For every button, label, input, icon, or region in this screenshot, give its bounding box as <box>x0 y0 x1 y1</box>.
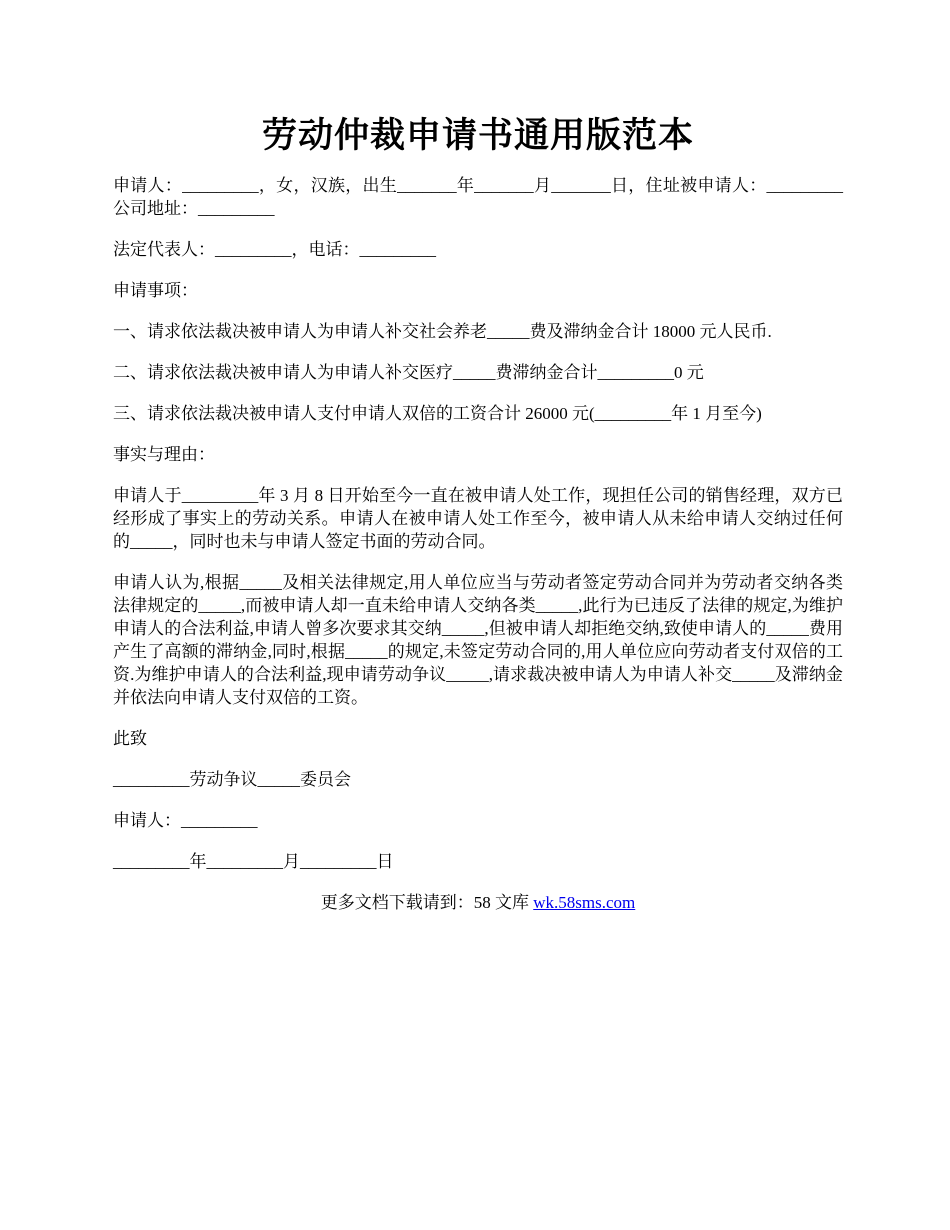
download-footer <box>113 891 843 914</box>
document-page <box>113 108 843 914</box>
document-title: 劳动仲裁申请书通用版范本 <box>261 116 694 155</box>
footer-text: 更多文档下载请到：58 文库 <box>320 893 534 912</box>
facts-paragraph: 申请人于_________年 3 月 8 日开始至今一直在被申请人处工作，现担任公司的销售经理，双方已经形成了事实上的劳动关系。申请人在被申请人处工作至今，被申请人从未给申请人交纳过任何的_____，同时也未与申请人签定书面的劳动合同。 <box>113 486 843 551</box>
claim-item-3: 三、请求依法裁决被申请人支付申请人双倍的工资合计 26000 元(_________年 1 月至今) <box>113 404 762 423</box>
claims-heading: 申请事项： <box>113 281 198 300</box>
footer-link[interactable]: wk.58sms.com <box>533 893 636 912</box>
salutation: 此致 <box>113 729 147 748</box>
recipient-committee: _________劳动争议_____委员会 <box>113 770 351 789</box>
claim-item-2: 二、请求依法裁决被申请人为申请人补交医疗_____费滞纳金合计_________0 元 <box>113 363 704 382</box>
reasons-paragraph: 申请人认为,根据_____及相关法律规定,用人单位应当与劳动者签定劳动合同并为劳动者交纳各类法律规定的_____,而被申请人却一直未给申请人交纳各类_____,此行为已违反了法律的规定,为维护申请人的合法利益,申请人曾多次要求其交纳_____,但被申请人却拒绝交纳,致使申请人的_____费用产生了高额的滞纳金,同时,根据_____的规定,未签定劳动合同的,用人单位应向劳动者支付双倍的工资.为维护申请人的合法利益,现申请劳动争议_____,请求裁决被申请人为申请人补交_____及滞纳金并依法向申请人支付双倍的工资。 <box>113 573 843 707</box>
signature-applicant: 申请人：_________ <box>113 811 258 830</box>
claim-item-1: 一、请求依法裁决被申请人为申请人补交社会养老_____费及滞纳金合计 18000 元人民币. <box>113 322 772 341</box>
applicant-info-paragraph: 申请人：_________，女，汉族，出生_______年_______月_______日，住址被申请人：_________公司地址：_________ <box>113 176 843 218</box>
legal-representative-paragraph: 法定代表人：_________，电话：_________ <box>113 240 436 259</box>
facts-heading: 事实与理由： <box>113 445 215 464</box>
signature-date: _________年_________月_________日 <box>113 852 394 871</box>
